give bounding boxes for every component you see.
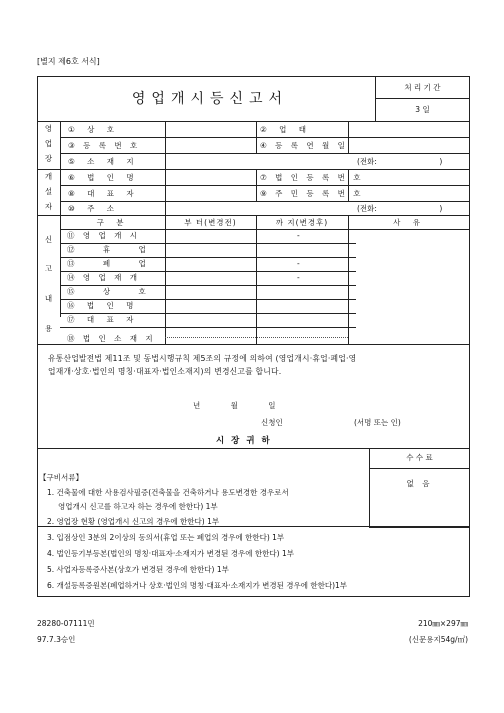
footer-approved: 97.7.3승인 [37,635,76,644]
report-group-4: 용 [44,324,53,333]
document-item: 영업개시 신고를 하고자 하는 경우에 한한다) 1부 [58,502,218,511]
report-col-category: 구 분 [96,218,129,227]
report-row-to: - [297,259,300,268]
applicant-group-2: 설 [44,187,53,196]
business-group-2: 업 [44,139,53,148]
business-group-3: 장 [44,154,53,163]
document-item: 6. 개설등록증원본(폐업하거나 상호·법인의 명칭·대표자·소재지가 변경된 경우에 한한다)1부 [47,581,348,590]
applicant-group-1: 개 [44,172,53,181]
footer-paper: (신문용지54g/㎡) [408,635,468,644]
report-row-label: ⑫ 휴 업 [67,245,146,254]
report-row-to: - [297,273,300,282]
business-reg-no-label: ③ 등 록 번 호 [68,141,141,150]
document-item: 2. 영업장 현황 (영업개시 신고의 경우에 한한다) 1부 [47,517,220,526]
report-row-to: - [297,231,300,240]
report-row-label: ⑪ 영 업 개 시 [67,231,141,240]
business-phone: (전화: ) [357,157,443,166]
report-row-label: ⑭ 영 업 재 개 [67,273,141,282]
date-line: 년 월 일 [193,401,276,410]
business-address-label: ⑤ 소 재 지 [68,157,139,166]
applicant-corp-reg-label: ⑦ 법 인 등 록 번 호 [260,173,364,182]
report-col-reason: 사 유 [393,218,425,227]
report-col-from: 부 터(변경전) [184,218,237,227]
document-item: 3. 입점상인 3분의 2이상의 동의서(휴업 또는 폐업의 경우에 한한다) 1부 [47,533,285,542]
statement-line-2: 업재개·상호·법인의 명칭·대표자·법인소재지)의 변경신고를 합니다. [48,367,282,376]
document-item: 5. 사업자등록증사본(상호가 변경된 경우에 한한다) 1부 [47,565,229,574]
applicant-corp-name-label: ⑥ 법 인 명 [68,173,139,182]
report-group-3: 내 [44,294,53,303]
fee-value: 없 음 [406,479,433,488]
documents-header: 【구비서류】 [39,473,83,482]
business-type-label: ② 업 태 [260,125,311,134]
report-col-to: 까 지(변경후) [275,218,329,227]
recipient: 시 장 귀 하 [216,436,272,446]
document-item: 4. 법인등기부등본(법인의 명칭·대표자·소재지가 변경된 경우에 한한다) 1부 [47,549,294,558]
business-name-label: ① 상 호 [68,125,119,134]
applicant-sign-label: 신청인 [261,418,283,427]
form-title: 영업개시등신고서 [131,91,289,107]
statement-line-1: 유통산업발전법 제11조 및 동법시행규칙 제5조의 규정에 의하여 (영업개시·휴업·폐업·영 [48,354,357,363]
report-row-label: ⑱ 법 인 소 재 지 [67,334,156,343]
applicant-address-label: ⑩ 주 소 [68,204,119,213]
processing-value: 3 일 [415,105,430,114]
report-row-label: ⑮ 상 호 [67,287,146,296]
applicant-group-3: 자 [44,202,53,211]
applicant-phone: (전화: ) [357,204,443,213]
footer-code: 28280-07111민 [37,619,95,628]
document-item: 1. 건축물에 대한 사용검사필증(건축물을 건축하거나 용도변경한 경우로서 [47,488,289,497]
applicant-resident-label: ⑨ 주 민 등 록 번 호 [260,189,364,198]
report-row-label: ⑬ 폐 업 [67,259,146,268]
form-label: [별지 제6호 서식] [37,57,100,66]
footer-size: 210㎜×297㎜ [418,619,468,628]
applicant-rep-label: ⑧ 대 표 자 [68,189,139,198]
business-group-1: 영 [44,124,53,133]
processing-header: 처 리 기 간 [404,83,441,92]
report-row-label: ⑯ 법 인 명 [67,301,139,310]
applicant-sign-note: (서명 또는 인) [354,418,401,427]
business-reg-date-label: ④ 등 록 연 월 일 [260,141,348,150]
report-group-2: 고 [44,264,53,273]
fee-header: 수 수 료 [406,453,433,462]
report-group-1: 신 [44,235,53,244]
report-row-label: ⑰ 대 표 자 [67,315,139,324]
